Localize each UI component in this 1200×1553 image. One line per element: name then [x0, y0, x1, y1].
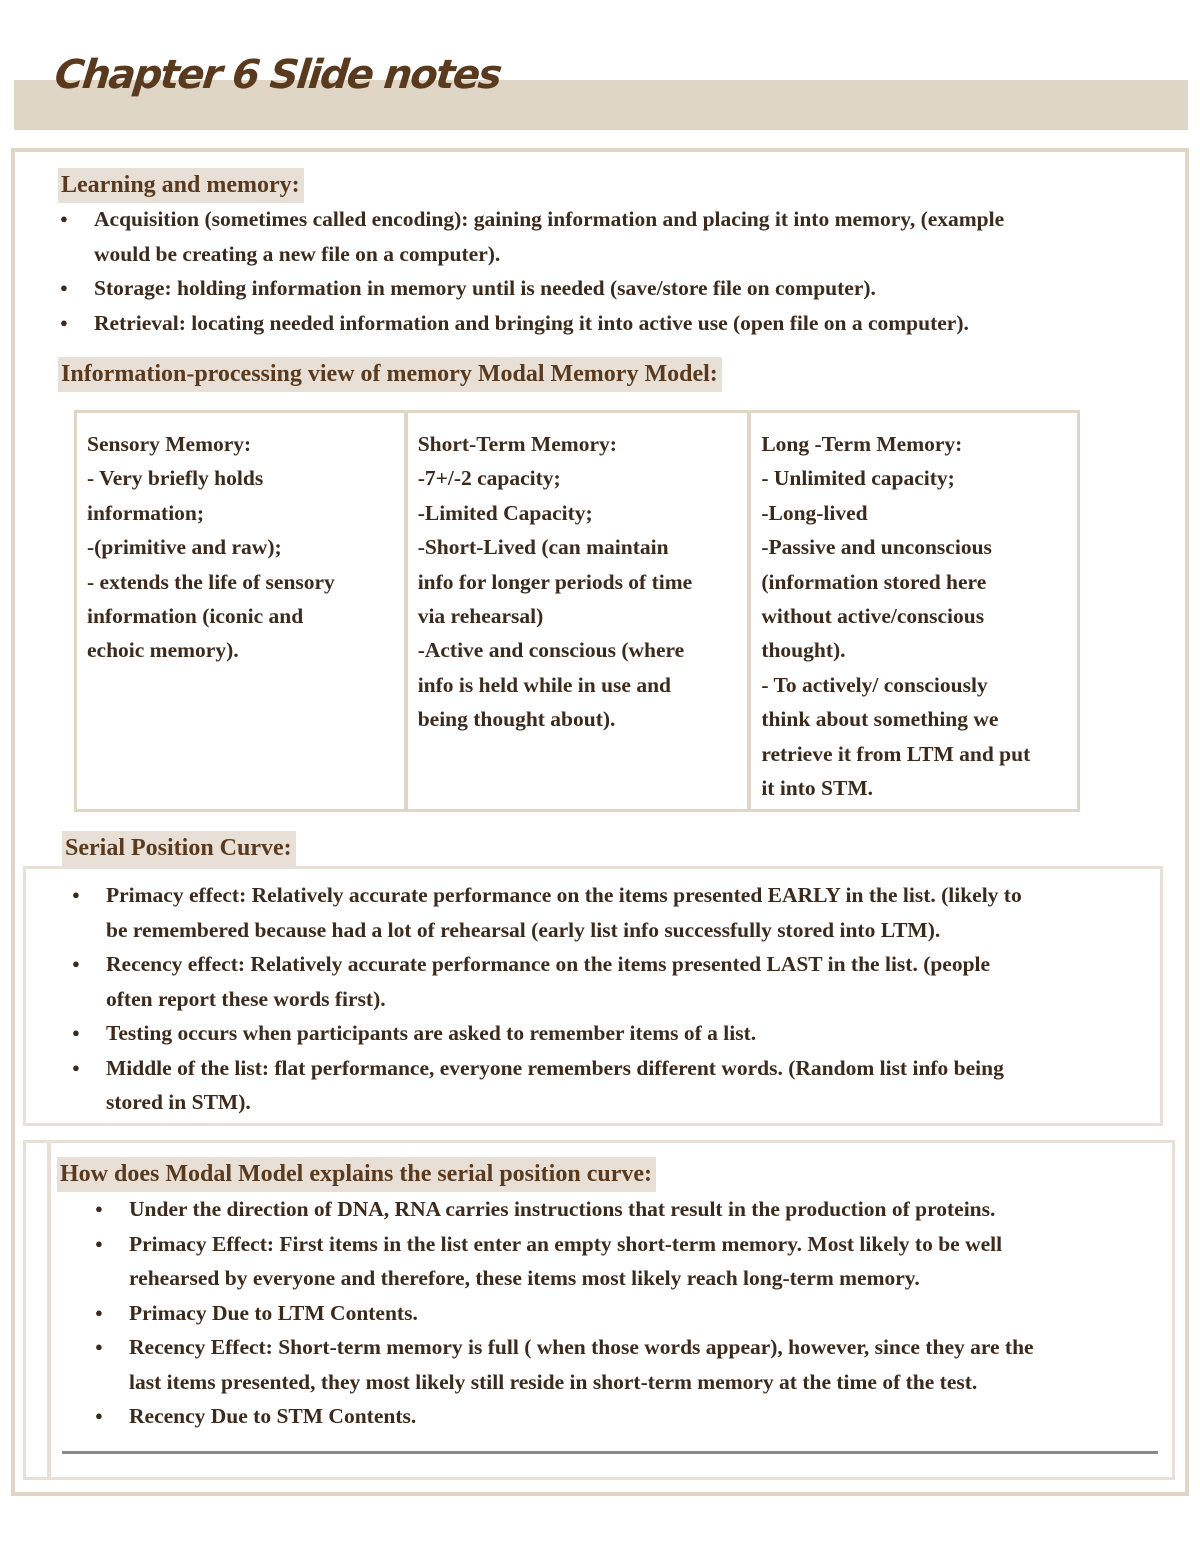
memory-column-title: Short-Term Memory: [417, 432, 617, 456]
memory-column-title: Sensory Memory: [87, 432, 252, 456]
memory-column-line: information (iconic and [87, 604, 304, 629]
memory-column-line: -Passive and unconscious [761, 535, 992, 560]
horizontal-rule [62, 1451, 1158, 1454]
learning-heading: Learning and memory: [58, 168, 304, 203]
list-item-line: ● Middle of the list: flat performance, everyone remembers different words. (Random list info being [106, 1055, 1004, 1080]
memory-column-line: echoic memory). [87, 638, 239, 663]
memory-table [74, 410, 1080, 812]
memory-column-line: -Long-lived [761, 500, 868, 525]
explain-box-divider [47, 1143, 51, 1477]
list-item [95, 1192, 1170, 1227]
list-item-line: ● Recency effect: Relatively accurate performance on the items presented LAST in the list. (people [106, 952, 991, 976]
memory-column-line: without active/conscious [761, 604, 985, 629]
list-item-line: ● Primacy effect: Relatively accurate performance on the items presented EARLY in the list. (likely to [106, 883, 1022, 907]
list-item-line: last items presented, they most likely still reside in short-term memory at the time of the test. [129, 1369, 978, 1394]
memory-column-line: info is held while in use and [417, 672, 671, 697]
sensory-memory-cell [77, 413, 404, 809]
serial-list [72, 878, 1162, 1120]
list-item [95, 1399, 1170, 1434]
memory-column-line: -(primitive and raw); [87, 535, 282, 560]
list-item [95, 1330, 1170, 1399]
list-item-line: rehearsed by everyone and therefore, these items most likely reach long-term memory. [129, 1266, 920, 1290]
list-item-line: ● Acquisition (sometimes called encoding): gaining information and placing it into memory, (example [94, 207, 1005, 231]
memory-column-line: think about something we [761, 707, 999, 732]
serial-heading: Serial Position Curve: [62, 831, 296, 866]
list-item [95, 1296, 1170, 1331]
memory-column-line: - To actively/ consciously [761, 672, 988, 697]
modal-heading: Information-processing view of memory Modal Memory Model: [58, 357, 722, 392]
memory-column-line: -Limited Capacity; [417, 500, 593, 525]
memory-column-line: info for longer periods of time [417, 569, 693, 594]
list-item [95, 1227, 1170, 1296]
memory-column-line: -Active and conscious (where [417, 638, 685, 663]
memory-column-line: via rehearsal) [417, 604, 544, 629]
memory-column-line: retrieve it from LTM and put [761, 741, 1031, 766]
list-item-line: ● Retrieval: locating needed information and bringing it into active use (open file on a computer). [94, 310, 969, 335]
memory-column-line: - Very briefly holds [87, 466, 264, 491]
memory-column-line: -7+/-2 capacity; [417, 466, 561, 491]
memory-column-line: -Short-Lived (can maintain [417, 535, 669, 560]
explain-heading: How does Modal Model explains the serial position curve: [57, 1157, 656, 1192]
list-item [72, 1016, 1162, 1051]
long-term-memory-cell [751, 413, 1077, 809]
list-item [60, 271, 1160, 306]
memory-column-line: (information stored here [761, 569, 987, 594]
page-title: Chapter 6 Slide notes [52, 52, 503, 98]
list-item [72, 878, 1162, 947]
list-item-line: ● Recency Due to STM Contents. [129, 1404, 417, 1428]
list-item [60, 306, 1160, 341]
list-item-line: ● Primacy Effect: First items in the list enter an empty short-term memory. Most likely to be well [129, 1231, 1003, 1256]
memory-column-line: information; [87, 500, 205, 525]
list-item-line: be remembered because had a lot of rehearsal (early list info successfully stored into LTM). [106, 917, 941, 942]
list-item-line: stored in STM). [106, 1090, 251, 1114]
short-term-memory-cell [408, 413, 748, 809]
learning-list [60, 202, 1160, 340]
memory-column-line: - Unlimited capacity; [761, 466, 955, 491]
list-item-line: ● Testing occurs when participants are asked to remember items of a list. [106, 1021, 757, 1045]
list-item-line: often report these words first). [106, 986, 386, 1011]
explain-list [95, 1192, 1170, 1434]
memory-column-line: it into STM. [761, 776, 874, 801]
list-item-line: ● Under the direction of DNA, RNA carries instructions that result in the production of proteins. [129, 1197, 996, 1221]
list-item-line: ● Recency Effect: Short-term memory is full ( when those words appear), however, since they are the [129, 1335, 1034, 1359]
memory-column-line: thought). [761, 638, 846, 663]
memory-column-line: being thought about). [417, 707, 616, 732]
list-item [72, 1051, 1162, 1120]
memory-column-line: - extends the life of sensory [87, 569, 335, 594]
list-item [72, 947, 1162, 1016]
list-item [60, 202, 1160, 271]
list-item-line: would be creating a new file on a computer). [94, 241, 501, 266]
memory-column-title: Long -Term Memory: [761, 432, 963, 456]
list-item-line: ● Primacy Due to LTM Contents. [129, 1300, 418, 1325]
list-item-line: ● Storage: holding information in memory until is needed (save/store file on computer). [94, 276, 876, 300]
